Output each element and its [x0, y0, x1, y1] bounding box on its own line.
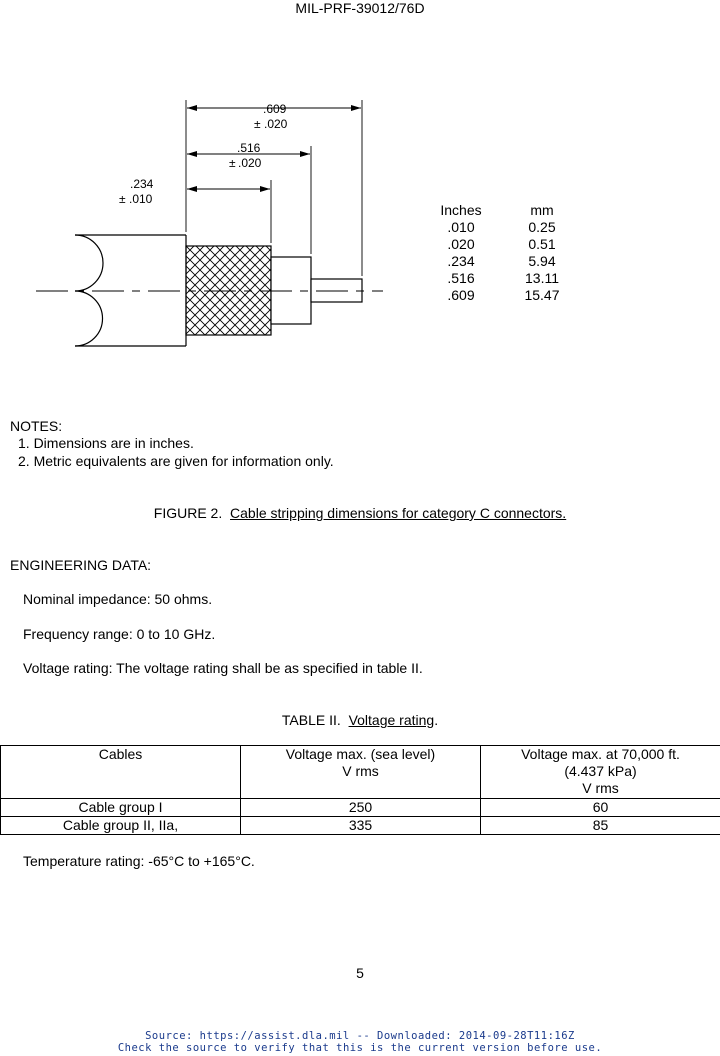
altitude-value: 85: [481, 817, 720, 835]
cable-group-cell: Cable group II, IIa,: [1, 817, 241, 835]
conversion-row: [430, 253, 592, 270]
header-line: (4.437 kPa): [564, 763, 637, 779]
voltage-text: Voltage rating: The voltage rating shall be as specified in table II.: [23, 660, 423, 676]
header-sea-level: [241, 746, 481, 799]
mm-value: 0.25: [528, 219, 556, 235]
cable-group-cell: Cable group I: [1, 799, 241, 817]
note-item: 1. Dimensions are in inches.: [18, 435, 194, 451]
temperature-text: Temperature rating: -65°C to +165°C.: [23, 853, 255, 869]
dim-516-label: .516: [237, 141, 261, 155]
note-item: 2. Metric equivalents are given for information only.: [18, 453, 334, 469]
voltage-rating-table: [0, 745, 720, 835]
dim-234-tol: .010: [129, 192, 153, 206]
header-line: V rms: [342, 763, 379, 779]
header-line: V rms: [582, 780, 619, 796]
engineering-title: ENGINEERING DATA:: [10, 557, 152, 573]
col-mm: mm: [530, 202, 554, 218]
frequency-text: Frequency range: 0 to 10 GHz.: [23, 626, 216, 642]
conversion-row: [430, 270, 592, 287]
dim-609-pm: ±: [254, 117, 261, 131]
figure-caption: [0, 504, 720, 522]
inches-value: .010: [447, 219, 475, 235]
document-id: MIL-PRF-39012/76D: [295, 0, 425, 16]
sea-level-value: 335: [241, 817, 481, 835]
source-footer: [0, 1030, 720, 1054]
col-inches: Inches: [440, 202, 482, 218]
notes-title: NOTES:: [10, 418, 63, 434]
conversion-header: [430, 202, 592, 219]
inches-value: .609: [447, 287, 475, 303]
table-header-row: [1, 746, 720, 799]
table-title: [0, 711, 720, 729]
mm-value: 5.94: [528, 253, 556, 269]
altitude-value: 60: [481, 799, 720, 817]
header-cables: [1, 746, 241, 799]
inches-value: .234: [447, 253, 475, 269]
dim-234-pm: ±: [119, 192, 126, 206]
figure-caption-text: Cable stripping dimensions for category C connectors.: [230, 505, 567, 521]
table-row: [1, 817, 720, 835]
dim-609-tol: .020: [264, 117, 288, 131]
page-number: 5: [356, 965, 364, 981]
mm-value: 0.51: [528, 236, 556, 252]
mm-value: 15.47: [524, 287, 560, 303]
table-row: [1, 799, 720, 817]
conversion-row: [430, 287, 592, 304]
header-line: Voltage max. at 70,000 ft.: [521, 746, 680, 762]
table-title-suffix: .: [434, 712, 439, 728]
dim-516-tol: .020: [238, 156, 262, 170]
conversion-table: [430, 202, 592, 304]
sea-level-value: 250: [241, 799, 481, 817]
inches-value: .516: [447, 270, 475, 286]
dim-516-pm: ±: [229, 156, 236, 170]
conversion-row: [430, 219, 592, 236]
dim-234-label: .234: [130, 177, 154, 191]
header-altitude: [481, 746, 720, 799]
conversion-row: [430, 236, 592, 253]
header-line: Cables: [98, 746, 143, 762]
table-title-name: Voltage rating: [348, 712, 435, 728]
mm-value: 13.11: [525, 270, 559, 286]
figure-caption-prefix: FIGURE 2.: [153, 505, 223, 521]
inches-value: .020: [447, 236, 475, 252]
table-title-prefix: TABLE II.: [281, 712, 341, 728]
header-line: Voltage max. (sea level): [285, 746, 436, 762]
dim-609-label: .609: [263, 102, 287, 116]
impedance-text: Nominal impedance: 50 ohms.: [23, 591, 213, 607]
cable-stripping-drawing: [0, 80, 400, 380]
footer-source-line: Source: https://assist.dla.mil -- Downloaded: 2014-09-28T11:16Z: [145, 1030, 575, 1042]
footer-verify-line: Check the source to verify that this is the current version before use.: [117, 1042, 603, 1054]
